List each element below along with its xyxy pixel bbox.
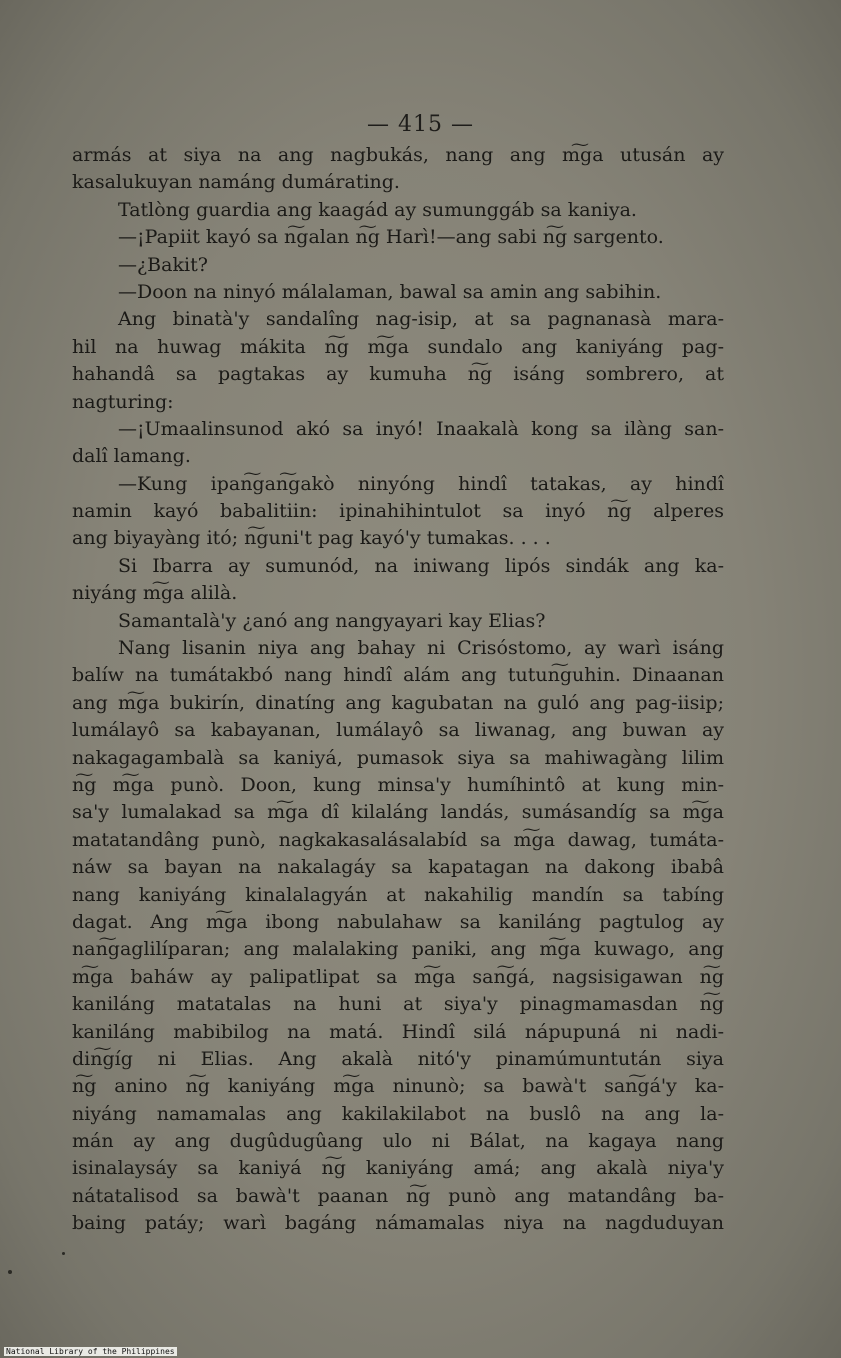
text-line: hahandâ sa pagtakas ay kumuha n͠g isáng sombrero, at bbox=[72, 363, 724, 386]
text-line: Si Ibarra ay sumunód, na iniwang lipós sindák ang ka- bbox=[118, 554, 724, 577]
text-line: —¡Papiit kayó sa n͠galan n͠g Harì!—ang sabi n͠g sargento. bbox=[118, 226, 664, 249]
text-line: dalî lamang. bbox=[72, 445, 191, 468]
text-line: niyáng namamalas ang kakilakilabot na buslô na ang la- bbox=[72, 1102, 724, 1125]
text-line: din͠gíg ni Elias. Ang akalà nitó'y pinamúmuntután siya bbox=[72, 1047, 724, 1070]
text-line: matatandâng punò, nagkakasalásalabíd sa m͠ga dawag, tumáta- bbox=[72, 828, 724, 851]
text-line: sa'y lumalakad sa m͠ga dî kilaláng landás, sumásandíg sa m͠ga bbox=[72, 801, 724, 824]
text-line: armás at siya na ang nagbukás, nang ang m͠ga utusán ay bbox=[72, 144, 724, 166]
text-line: ang biyayàng itó; n͠guni't pag kayó'y tumakas. . . . bbox=[72, 527, 551, 550]
text-line: Ang binatà'y sandalîng nag-isip, at sa pagnanasà mara- bbox=[118, 308, 724, 331]
text-line: kaniláng matatalas na huni at siya'y pinagmamasdan n͠g bbox=[72, 993, 724, 1016]
text-line: nátatalisod sa bawà't paanan n͠g punò ang matandâng ba- bbox=[72, 1184, 724, 1207]
text-line: kaniláng mabibilog na matá. Hindî silá nápupuná ni nadi- bbox=[72, 1020, 724, 1043]
text-line: m͠ga baháw ay palipatlipat sa m͠ga san͠gá, nagsisigawan n͠g bbox=[72, 965, 724, 988]
text-line: dagat. Ang m͠ga ibong nabulahaw sa kaniláng pagtulog ay bbox=[72, 910, 724, 933]
text-line: n͠g m͠ga punò. Doon, kung minsa'y humíhintô at kung min- bbox=[72, 773, 724, 796]
text-line: niyáng m͠ga alilà. bbox=[72, 582, 238, 605]
text-line: —¡Umaalinsunod akó sa inyó! Inaakalà kong sa ilàng san- bbox=[118, 417, 724, 440]
text-line: hil na huwag mákita n͠g m͠ga sundalo ang kaniyáng pag- bbox=[72, 335, 724, 358]
text-line: n͠g anino n͠g kaniyáng m͠ga ninunò; sa bawà't san͠gá'y ka- bbox=[72, 1075, 724, 1098]
text-line: Tatlòng guardia ang kaagád ay sumunggáb sa kaniya. bbox=[118, 198, 637, 221]
ink-speck bbox=[62, 1252, 65, 1255]
body-text bbox=[72, 142, 724, 1238]
text-line: mán ay ang dugûdugûang ulo ni Bálat, na kagaya nang bbox=[72, 1130, 724, 1153]
text-line: náw sa bayan na nakalagáy sa kapatagan na dakong ibabâ bbox=[72, 856, 724, 879]
library-footer: National Library of the Philippines bbox=[6, 1347, 175, 1356]
text-line: nan͠gaglilíparan; ang malalaking paniki, ang m͠ga kuwago, ang bbox=[72, 938, 724, 961]
ink-speck bbox=[8, 1270, 12, 1274]
text-line: nagturing: bbox=[72, 390, 174, 413]
text-line: Nang lisanin niya ang bahay ni Crisóstomo, ay warì isáng bbox=[118, 637, 724, 660]
text-line: nakagagambalà sa kaniyá, pumasok siya sa mahiwagàng lilim bbox=[72, 746, 724, 769]
page-number: — 415 — bbox=[367, 112, 474, 137]
text-line: lumálayô sa kabayanan, lumálayô sa liwanag, ang buwan ay bbox=[72, 719, 724, 742]
text-line: namin kayó babalitiin: ipinahihintulot sa inyó n͠g alperes bbox=[72, 500, 724, 523]
text-line: —¿Bakit? bbox=[118, 253, 208, 276]
text-line: kasalukuyan namáng dumárating. bbox=[72, 171, 400, 194]
text-line: nang kaniyáng kinalalagyán at nakahilig mandín sa tabíng bbox=[72, 883, 724, 906]
text-line: isinalaysáy sa kaniyá n͠g kaniyáng amá; ang akalà niya'y bbox=[72, 1157, 724, 1180]
text-line: baing patáy; warì bagáng námamalas niya na nagduduyan bbox=[72, 1212, 724, 1235]
text-line: —Kung ipan͠gan͠gakò ninyóng hindî tatakas, ay hindî bbox=[118, 472, 724, 495]
text-line: balíw na tumátakbó nang hindî alám ang tutun͠guhin. Dinaanan bbox=[72, 664, 724, 687]
text-line: ang m͠ga bukirín, dinatíng ang kagubatan na guló ang pag-iisip; bbox=[72, 691, 724, 714]
text-line: —Doon na ninyó málalaman, bawal sa amin ang sabihin. bbox=[118, 280, 662, 303]
text-line: Samantalà'y ¿anó ang nangyayari kay Elias? bbox=[118, 609, 546, 632]
